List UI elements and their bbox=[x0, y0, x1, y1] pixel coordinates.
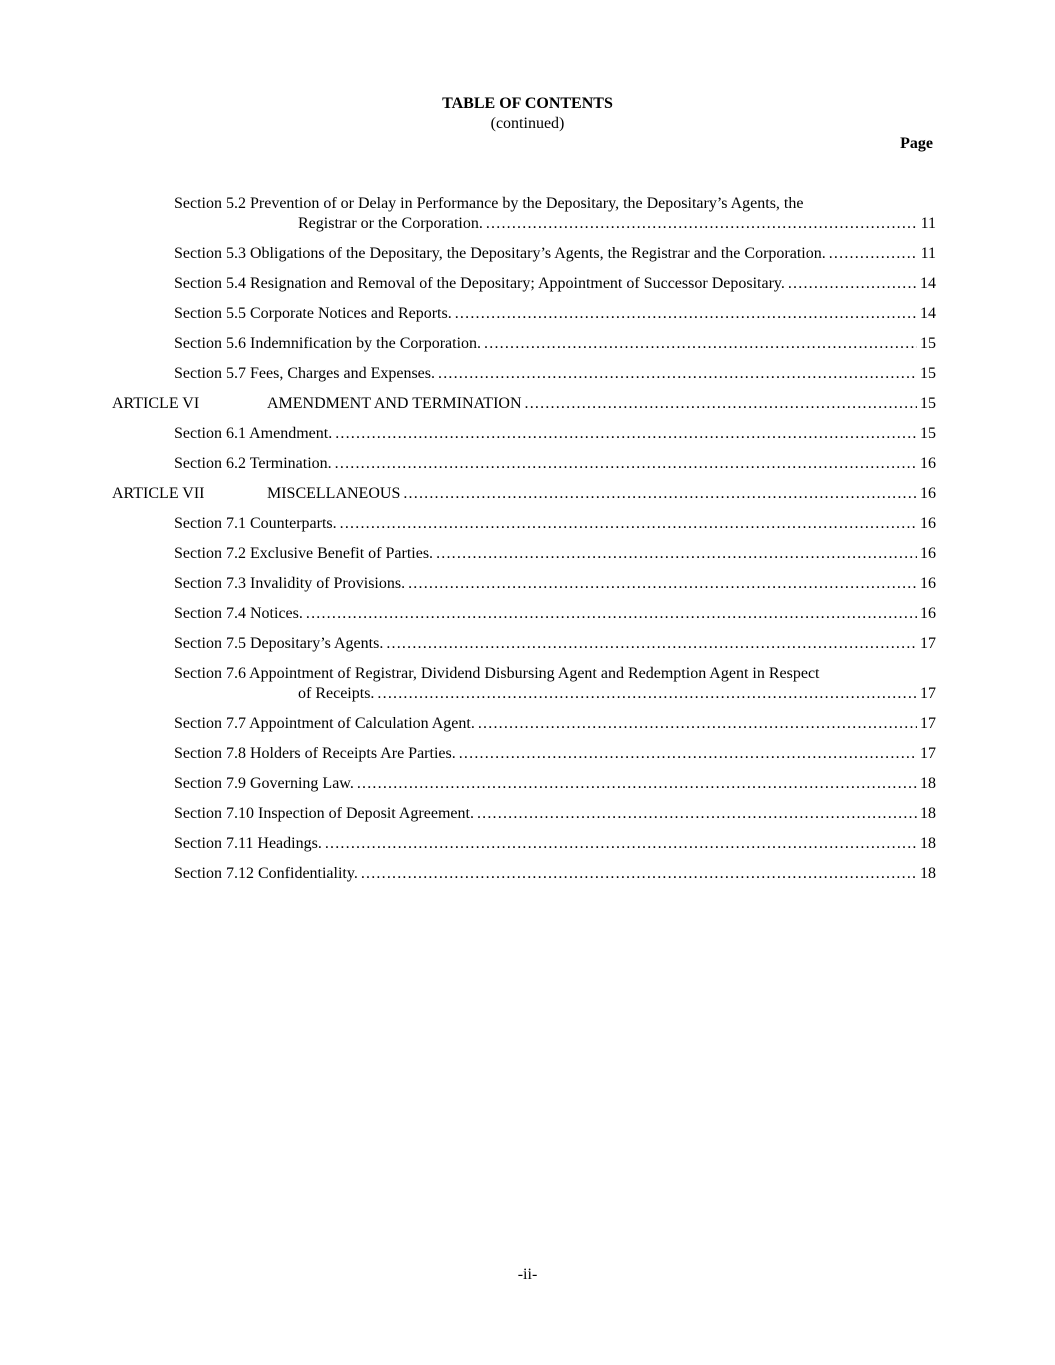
toc-entry-section-7-7[interactable] bbox=[174, 714, 936, 734]
toc-entry-page: 16 bbox=[920, 455, 936, 472]
toc-entry-section-7-4[interactable] bbox=[174, 604, 936, 624]
toc-entry-page: 18 bbox=[920, 865, 936, 882]
toc-entry-page: 16 bbox=[920, 575, 936, 592]
toc-entry-label: Section 7.10 Inspection of Deposit Agreement. bbox=[174, 805, 474, 822]
toc-entry-label: Section 5.3 Obligations of the Depositary, the Depositary’s Agents, the Registrar and the Corporation. bbox=[174, 245, 826, 262]
toc-entry-section-6-1[interactable] bbox=[174, 424, 936, 444]
toc-entry-label: Section 7.1 Counterparts. bbox=[174, 515, 337, 532]
toc-entry-label: AMENDMENT AND TERMINATION bbox=[267, 395, 522, 412]
toc-entry-section-7-8[interactable] bbox=[174, 744, 936, 764]
toc-subtitle: (continued) bbox=[490, 115, 565, 132]
dot-leader bbox=[361, 864, 917, 884]
toc-entry-section-5-2[interactable] bbox=[174, 194, 936, 234]
toc-entry-label-line1: Section 5.2 Prevention of or Delay in Performance by the Depositary, the Depositary’s Agents, the bbox=[174, 195, 804, 212]
dot-leader bbox=[829, 244, 918, 264]
toc-entry-section-5-4[interactable] bbox=[174, 274, 936, 294]
toc-entry-section-7-5[interactable] bbox=[174, 634, 936, 654]
toc-title: TABLE OF CONTENTS bbox=[442, 95, 613, 112]
toc-entry-label: Section 7.12 Confidentiality. bbox=[174, 865, 358, 882]
dot-leader bbox=[403, 484, 917, 504]
toc-entry-article-vii[interactable] bbox=[112, 484, 936, 504]
dot-leader bbox=[459, 744, 917, 764]
toc-entry-page: 16 bbox=[920, 605, 936, 622]
toc-entry-label: MISCELLANEOUS bbox=[267, 485, 401, 502]
toc-entry-label: Section 5.5 Corporate Notices and Reports. bbox=[174, 305, 452, 322]
dot-leader bbox=[340, 514, 917, 534]
toc-entry-page: 15 bbox=[920, 425, 936, 442]
toc-entry-label: Section 7.5 Depositary’s Agents. bbox=[174, 635, 384, 652]
toc-entry-section-5-7[interactable] bbox=[174, 364, 936, 384]
toc-entry-page: 18 bbox=[920, 805, 936, 822]
toc-entry-label: Section 5.7 Fees, Charges and Expenses. bbox=[174, 365, 435, 382]
page-number-footer: -ii- bbox=[517, 1266, 538, 1283]
toc-entry-section-7-1[interactable] bbox=[174, 514, 936, 534]
toc-entry-page: 11 bbox=[920, 215, 936, 232]
toc-entry-section-7-10[interactable] bbox=[174, 804, 936, 824]
dot-leader bbox=[478, 714, 917, 734]
toc-entry-label: Section 5.4 Resignation and Removal of the Depositary; Appointment of Successor Depositary. bbox=[174, 275, 785, 292]
toc-entry-page: 16 bbox=[920, 485, 936, 502]
dot-leader bbox=[788, 274, 917, 294]
toc-entry-page: 15 bbox=[920, 335, 936, 352]
toc-entry-label: Section 6.1 Amendment. bbox=[174, 425, 333, 442]
dot-leader bbox=[438, 364, 917, 384]
toc-entry-label: Section 7.4 Notices. bbox=[174, 605, 303, 622]
toc-article-number: ARTICLE VI bbox=[112, 395, 200, 412]
toc-entry-article-vi[interactable] bbox=[112, 394, 936, 414]
page-column-header: Page bbox=[900, 135, 933, 152]
toc-entry-page: 17 bbox=[920, 635, 936, 652]
toc-entry-section-7-11[interactable] bbox=[174, 834, 936, 854]
dot-leader bbox=[335, 454, 917, 474]
toc-entry-page: 17 bbox=[920, 745, 936, 762]
toc-entry-page: 14 bbox=[920, 305, 936, 322]
dot-leader bbox=[377, 684, 917, 704]
dot-leader bbox=[477, 804, 917, 824]
toc-entry-section-7-12[interactable] bbox=[174, 864, 936, 884]
toc-entry-page: 18 bbox=[920, 775, 936, 792]
dot-leader bbox=[408, 574, 917, 594]
dot-leader bbox=[525, 394, 917, 414]
toc-entry-section-7-6[interactable] bbox=[174, 664, 936, 704]
toc-entry-page: 17 bbox=[920, 685, 936, 702]
toc-entry-section-7-3[interactable] bbox=[174, 574, 936, 594]
toc-entry-label: Section 7.8 Holders of Receipts Are Parties. bbox=[174, 745, 456, 762]
toc-entry-section-5-5[interactable] bbox=[174, 304, 936, 324]
dot-leader bbox=[357, 774, 917, 794]
toc-entry-label: Section 7.11 Headings. bbox=[174, 835, 322, 852]
dot-leader bbox=[484, 334, 917, 354]
dot-leader bbox=[306, 604, 917, 624]
toc-entry-label: Section 6.2 Termination. bbox=[174, 455, 332, 472]
dot-leader bbox=[436, 544, 917, 564]
toc-entry-page: 14 bbox=[920, 275, 936, 292]
toc-entry-label-line1: Section 7.6 Appointment of Registrar, Dividend Disbursing Agent and Redemption Agent in Respect bbox=[174, 665, 820, 682]
dot-leader bbox=[455, 304, 917, 324]
toc-entry-page: 11 bbox=[920, 245, 936, 262]
toc-article-number: ARTICLE VII bbox=[112, 485, 205, 502]
toc-entry-label: Section 7.3 Invalidity of Provisions. bbox=[174, 575, 406, 592]
dot-leader bbox=[486, 214, 918, 234]
toc-entry-label: of Receipts. bbox=[298, 685, 375, 702]
dot-leader bbox=[386, 634, 917, 654]
toc-entry-label: Section 5.6 Indemnification by the Corporation. bbox=[174, 335, 482, 352]
toc-entry-page: 15 bbox=[920, 365, 936, 382]
toc-entry-section-5-6[interactable] bbox=[174, 334, 936, 354]
toc-entry-page: 17 bbox=[920, 715, 936, 732]
toc-entry-page: 16 bbox=[920, 545, 936, 562]
dot-leader bbox=[335, 424, 917, 444]
dot-leader bbox=[325, 834, 917, 854]
toc-entry-label: Section 7.2 Exclusive Benefit of Parties. bbox=[174, 545, 434, 562]
toc-entry-section-7-9[interactable] bbox=[174, 774, 936, 794]
toc-entry-page: 18 bbox=[920, 835, 936, 852]
toc-entry-section-6-2[interactable] bbox=[174, 454, 936, 474]
toc-entry-page: 15 bbox=[920, 395, 936, 412]
toc-entry-section-7-2[interactable] bbox=[174, 544, 936, 564]
toc-entry-section-5-3[interactable] bbox=[174, 244, 936, 264]
toc-entry-label: Registrar or the Corporation. bbox=[298, 215, 483, 232]
toc-entry-page: 16 bbox=[920, 515, 936, 532]
toc-entry-label: Section 7.7 Appointment of Calculation Agent. bbox=[174, 715, 475, 732]
toc-entry-label: Section 7.9 Governing Law. bbox=[174, 775, 354, 792]
